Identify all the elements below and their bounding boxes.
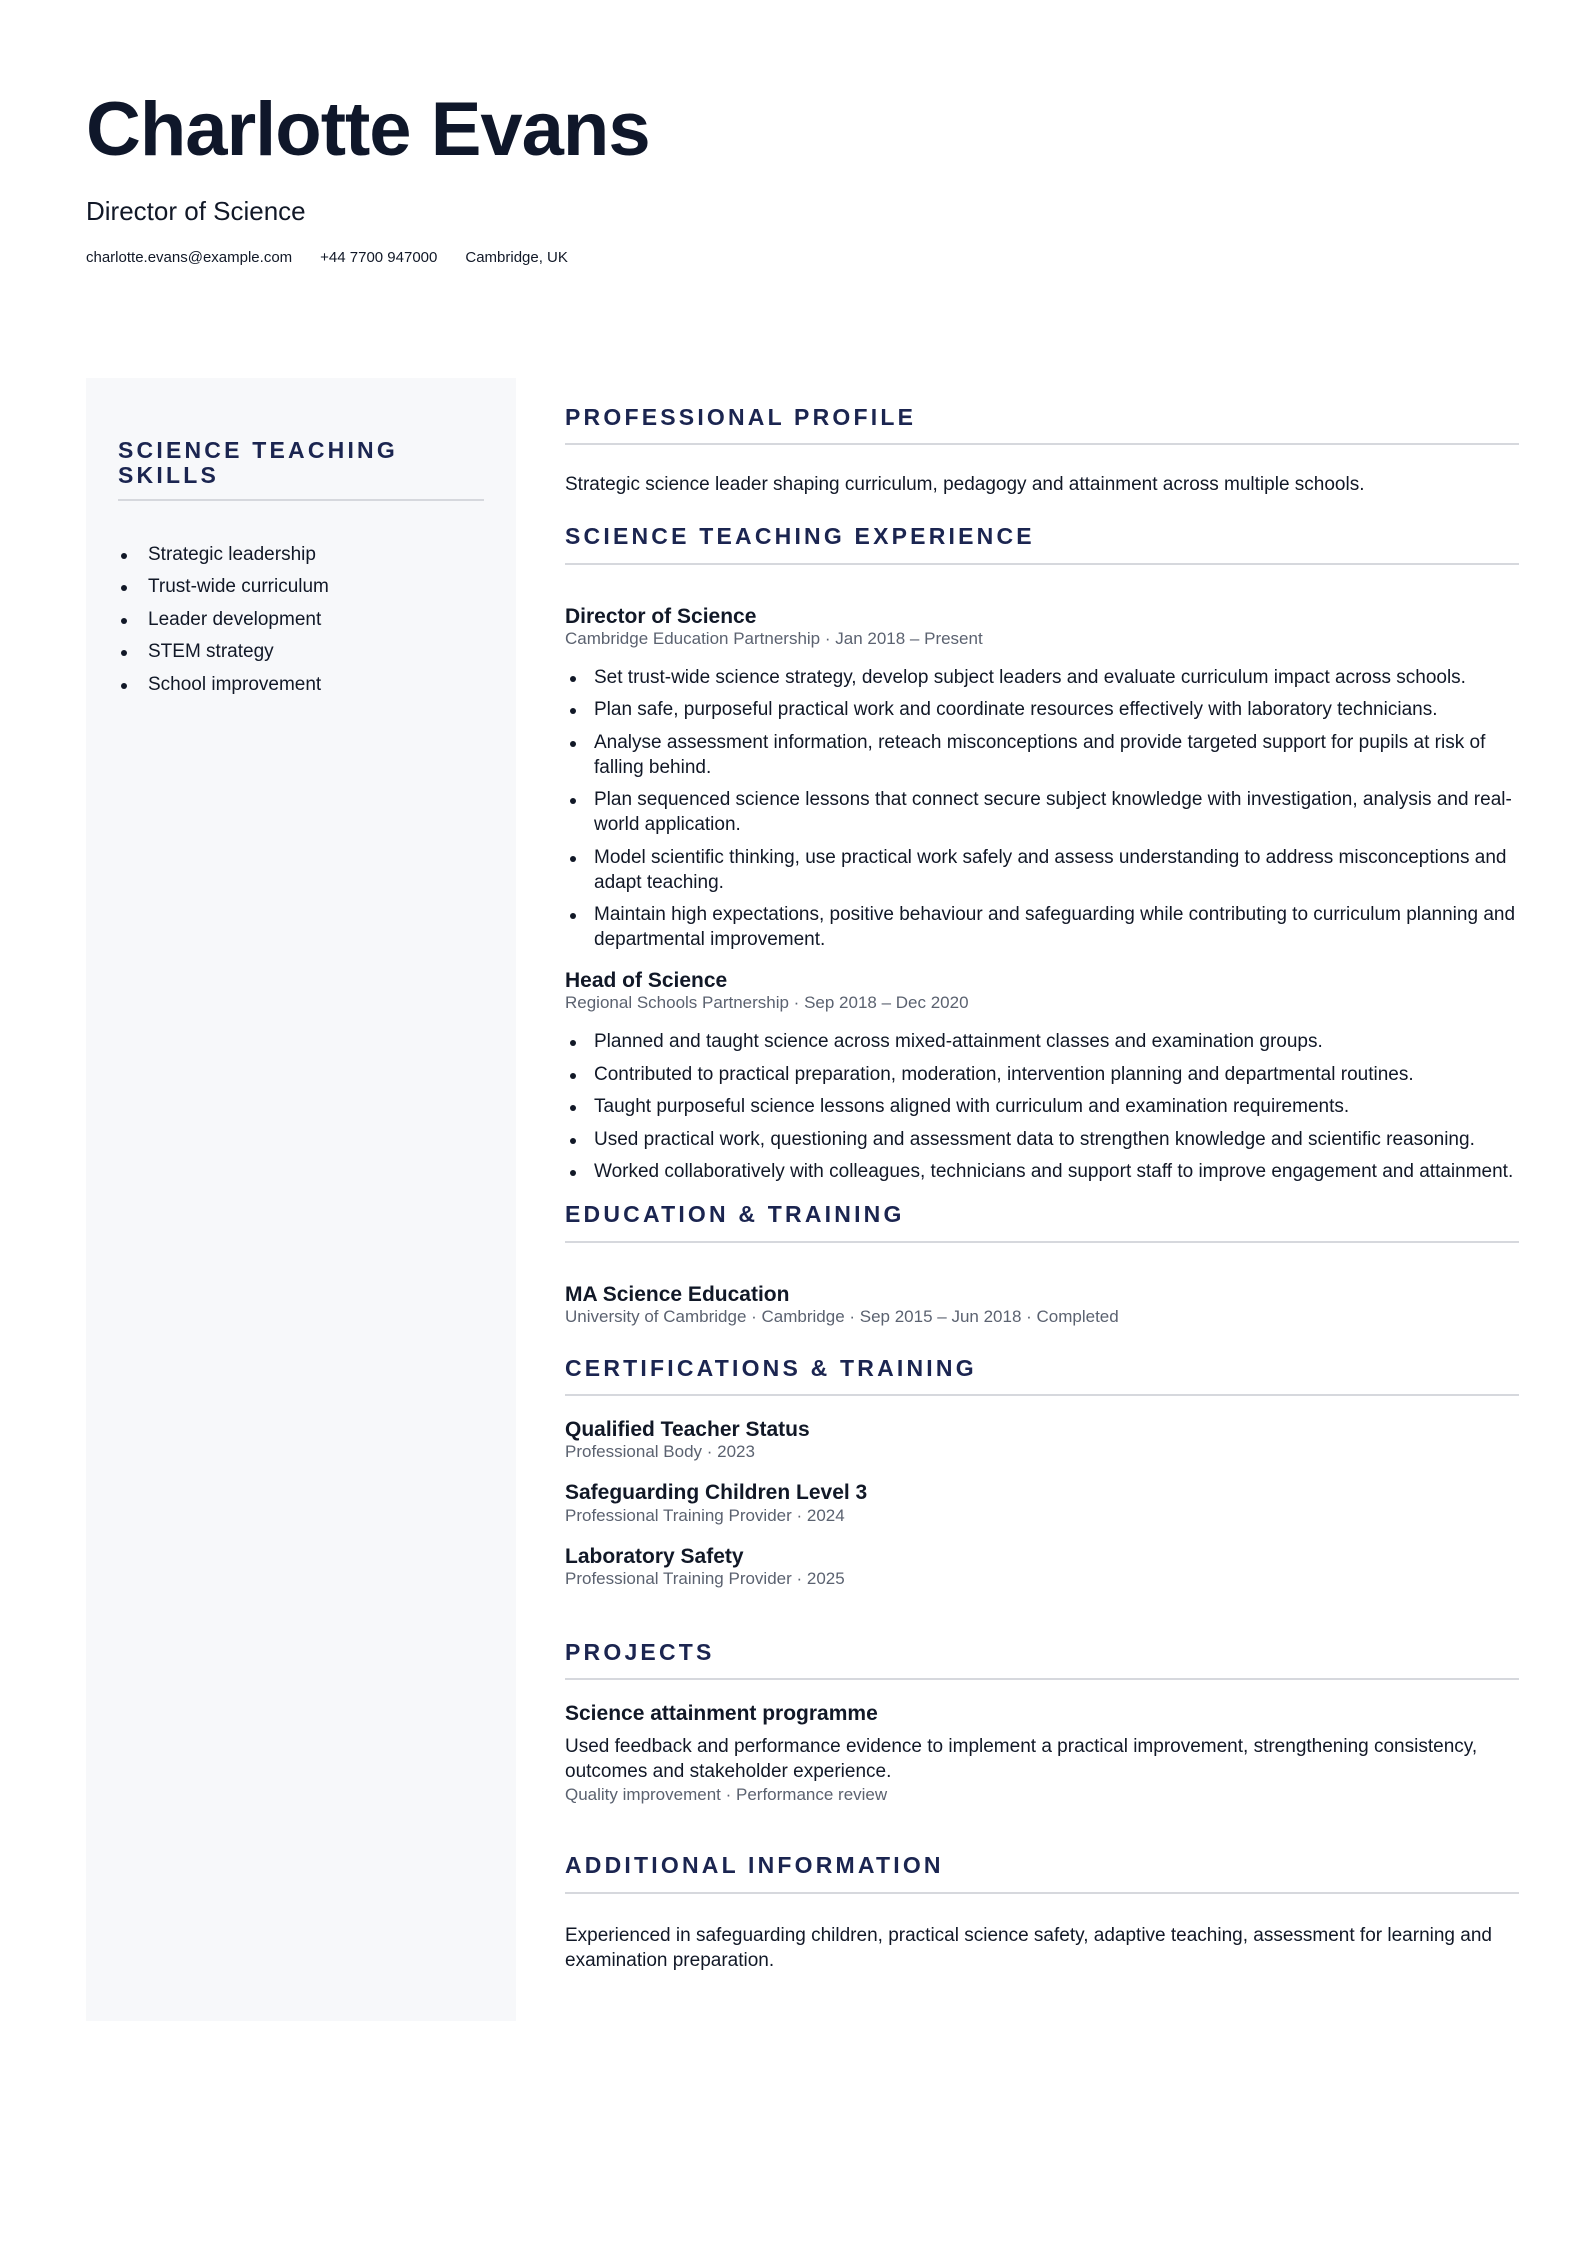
projects-section [565, 1640, 1519, 1806]
profile-heading: PROFESSIONAL PROFILE [565, 405, 1519, 445]
education-section [565, 1202, 1519, 1327]
job-bullet: Used practical work, questioning and assessment data to strengthen knowledge and scientific reasoning. [565, 1127, 1519, 1152]
contact-location: Cambridge, UK [465, 249, 568, 266]
job-bullet: Model scientific thinking, use practical work safely and assess understanding to address misconceptions and adapt teaching. [565, 845, 1519, 895]
certification-name: Qualified Teacher Status [565, 1418, 810, 1442]
additional-section [565, 1853, 1519, 1972]
resume-header [86, 87, 1506, 266]
certification-item [565, 1418, 1519, 1463]
profile-text: Strategic science leader shaping curriculum, pedagogy and attainment across multiple schools. [565, 474, 1365, 496]
skills-sidebar [86, 378, 516, 2021]
skill-item: Trust-wide curriculum [118, 571, 484, 604]
contact-email[interactable]: charlotte.evans@example.com [86, 249, 293, 266]
job-bullet: Taught purposeful science lessons aligned with curriculum and examination requirements. [565, 1094, 1519, 1119]
certification-meta: Professional Training Provider · 2024 [565, 1505, 845, 1525]
experience-section [565, 524, 1519, 1184]
certification-meta: Professional Training Provider · 2025 [565, 1568, 845, 1588]
job-meta: Cambridge Education Partnership · Jan 2018 – Present [565, 628, 983, 648]
skill-item: STEM strategy [118, 636, 484, 669]
education-heading: EDUCATION & TRAINING [565, 1202, 1519, 1242]
job-bullet: Worked collaboratively with colleagues, technicians and support staff to improve engagement and attainment. [565, 1159, 1519, 1184]
certification-meta: Professional Body · 2023 [565, 1442, 755, 1462]
experience-heading: SCIENCE TEACHING EXPERIENCE [565, 524, 1519, 564]
job-title: Head of Science [565, 969, 728, 993]
job-bullet: Analyse assessment information, reteach misconceptions and provide targeted support for pupils at risk of falling behind. [565, 730, 1519, 780]
job-bullet: Planned and taught science across mixed-attainment classes and examination groups. [565, 1029, 1519, 1054]
skills-list [118, 539, 484, 702]
additional-heading: ADDITIONAL INFORMATION [565, 1853, 1519, 1893]
job-bullet: Plan safe, purposeful practical work and coordinate resources effectively with laboratory technicians. [565, 697, 1519, 722]
job-bullets [565, 665, 1519, 953]
contact-phone[interactable]: +44 7700 947000 [320, 249, 438, 266]
job-bullet: Contributed to practical preparation, moderation, intervention planning and departmental routines. [565, 1062, 1519, 1087]
project-name: Science attainment programme [565, 1702, 878, 1726]
certification-item [565, 1545, 1519, 1590]
projects-heading: PROJECTS [565, 1640, 1519, 1680]
profile-section [565, 405, 1519, 497]
skill-item: Leader development [118, 604, 484, 637]
main-column [565, 405, 1519, 1973]
job-bullet: Set trust-wide science strategy, develop subject leaders and evaluate curriculum impact across schools. [565, 665, 1519, 690]
degree-title: MA Science Education [565, 1282, 790, 1306]
skill-item: School improvement [118, 669, 484, 702]
certification-name: Laboratory Safety [565, 1544, 744, 1568]
certifications-heading: CERTIFICATIONS & TRAINING [565, 1356, 1519, 1396]
job-bullet: Maintain high expectations, positive behaviour and safeguarding while contributing to curriculum planning and departmental improvement. [565, 902, 1519, 952]
additional-text: Experienced in safeguarding children, practical science safety, adaptive teaching, assessment for learning and examination preparation. [565, 1924, 1492, 1971]
candidate-title: Director of Science [86, 196, 306, 226]
certifications-section [565, 1356, 1519, 1590]
contact-line [86, 250, 1506, 265]
candidate-name: Charlotte Evans [86, 87, 650, 172]
job-title: Director of Science [565, 604, 757, 628]
job-meta: Regional Schools Partnership · Sep 2018 – Dec 2020 [565, 993, 969, 1013]
job-bullets [565, 1029, 1519, 1184]
certification-item [565, 1481, 1519, 1526]
job-entry [565, 969, 1519, 1184]
job-entry [565, 605, 1519, 953]
project-description: Used feedback and performance evidence to implement a practical improvement, strengthening consistency, outcomes and stakeholder experience. [565, 1736, 1478, 1783]
project-tags: Quality improvement · Performance review [565, 1785, 888, 1805]
job-bullet: Plan sequenced science lessons that connect secure subject knowledge with investigation, analysis and real-world application. [565, 787, 1519, 837]
certification-name: Safeguarding Children Level 3 [565, 1481, 868, 1505]
degree-meta: University of Cambridge · Cambridge · Sep 2015 – Jun 2018 · Completed [565, 1306, 1119, 1326]
skill-item: Strategic leadership [118, 539, 484, 572]
skills-heading: SCIENCE TEACHING SKILLS [118, 438, 484, 501]
